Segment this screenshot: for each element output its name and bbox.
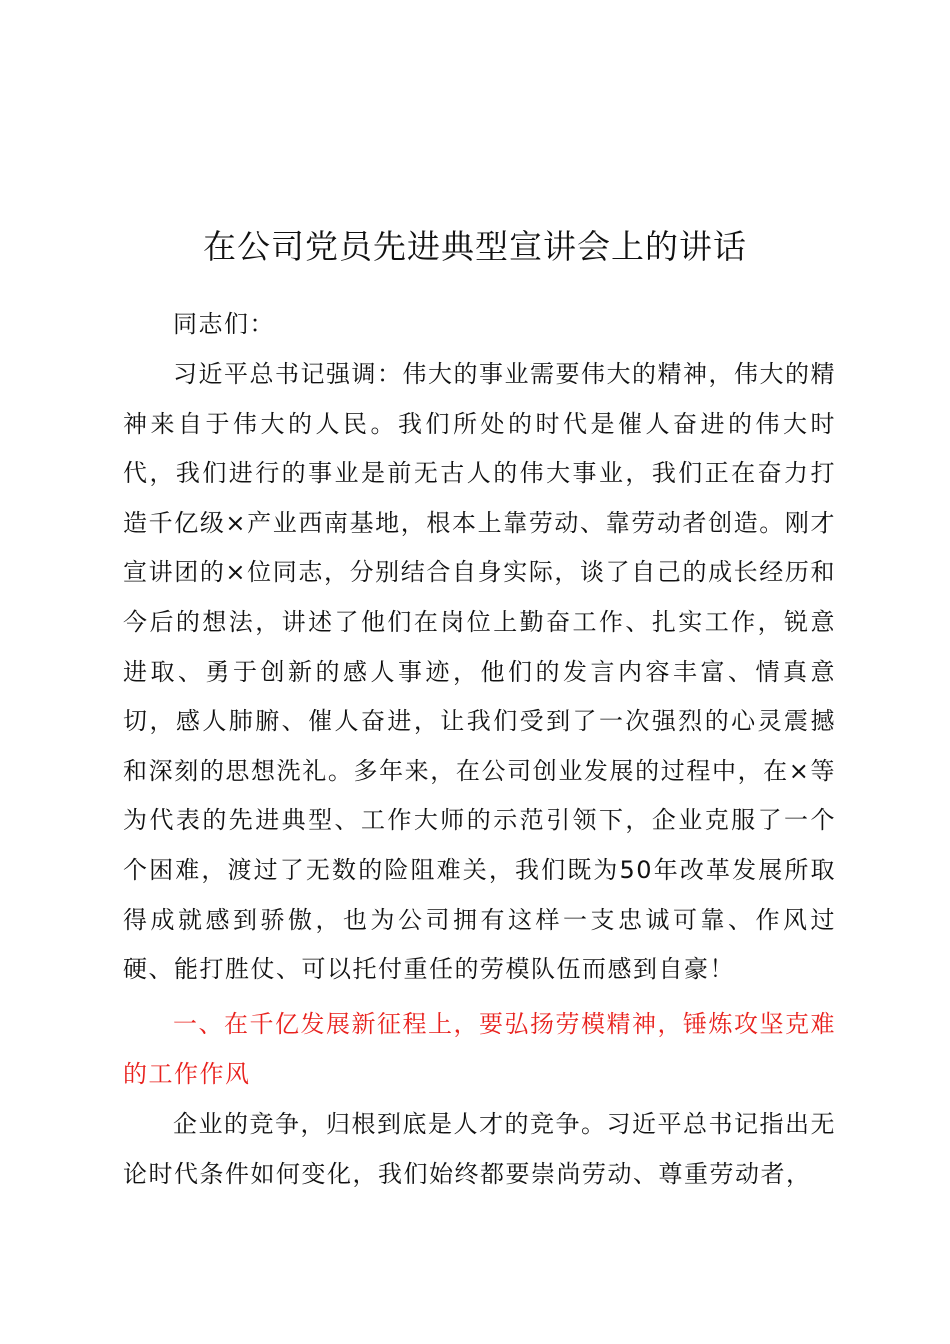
section-1-paragraph: 企业的竞争，归根到底是人才的竞争。习近平总书记指出无论时代条件如何变化，我们始终都要崇尚劳动、尊重劳动者，: [123, 1110, 836, 1188]
section-heading-1: 一、在千亿发展新征程上，要弘扬劳模精神，锤炼攻坚克难的工作作风: [123, 1010, 836, 1088]
document-title: 在公司党员先进典型宣讲会上的讲话: [203, 227, 747, 266]
paragraph-1: 习近平总书记强调：伟大的事业需要伟大的精神，伟大的精神来自于伟大的人民。我们所处的时代是催人奋进的伟大时代，我们进行的事业是前无古人的伟大事业，我们正在奋力打造千亿级×产业西南基地，根本上靠劳动、靠劳动者创造。刚才宣讲团的×位同志，分别结合自身实际，谈了自己的成长经历和今后的想法，讲述了他们在岗位上勤奋工作、扎实工作，锐意进取、勇于创新的感人事迹，他们的发言内容丰富、情真意切，感人肺腑、催人奋进，让我们受到了一次强烈的心灵震撼和深刻的思想洗礼。多年来，在公司创业发展的过程中，在×等为代表的先进典型、工作大师的示范引领下，企业克服了一个个困难，渡过了无数的险阻难关，我们既为50年改革发展所取得成就感到骄傲，也为公司拥有这样一支忠诚可靠、作风过硬、能打胜仗、可以托付重任的劳模队伍而感到自豪！: [123, 360, 836, 984]
salutation: 同志们：: [173, 310, 275, 338]
